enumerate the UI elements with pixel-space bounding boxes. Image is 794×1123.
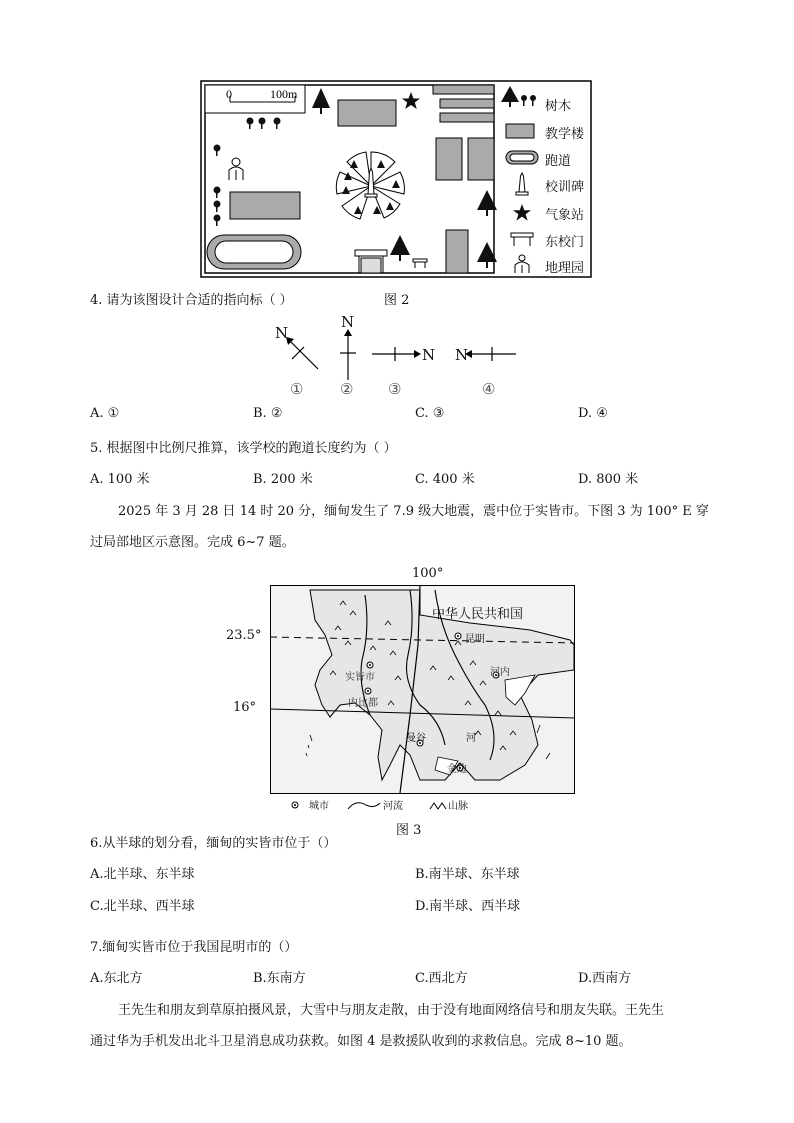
arrow-number-4: ④	[482, 380, 496, 398]
latitude-23-5-label: 23.5°	[226, 628, 262, 643]
map-legend-mountain-label: 山脉	[448, 801, 468, 812]
q7-option-a[interactable]: A.东北方	[90, 971, 143, 986]
track-icon	[207, 235, 301, 269]
legend-label-trees: 树木	[545, 99, 572, 114]
arrow-number-2: ②	[340, 380, 354, 398]
legend-label-track: 跑道	[545, 154, 572, 169]
city-label-phnom-penh: 金边	[447, 764, 467, 775]
intro-paragraph-1-line-1: 2025 年 3 月 28 日 14 时 20 分，缅甸发生了 7.9 级大地震，震中位于实皆市。下图 3 为 100° E 穿	[118, 504, 709, 519]
map-legend-river-label: 河流	[383, 801, 403, 812]
mountain-icon	[430, 803, 446, 809]
q6-option-b[interactable]: B.南半球、东半球	[415, 867, 520, 882]
question-5-stem: 5. 根据图中比例尺推算，该学校的跑道长度约为（ ）	[90, 441, 397, 456]
north-arrow-2	[340, 329, 356, 380]
building-icon	[338, 100, 396, 126]
arrow-number-3: ③	[388, 380, 402, 398]
north-letter-1: N	[275, 324, 289, 342]
q6-option-a[interactable]: A.北半球、东半球	[90, 867, 195, 882]
building-icon	[506, 124, 534, 138]
north-letter-4: N	[455, 346, 469, 364]
north-arrow-1	[286, 337, 318, 369]
legend-label-garden: 地理园	[545, 261, 585, 276]
school-map-figure	[200, 80, 592, 278]
city-label-bangkok: 曼谷	[406, 733, 426, 744]
building-icon	[440, 113, 494, 122]
q4-option-b[interactable]: B. ②	[253, 406, 283, 421]
figure-2-caption: 图 2	[384, 293, 410, 308]
building-icon	[230, 192, 300, 219]
question-6-stem: 6.从半球的划分看，缅甸的实皆市位于（）	[90, 836, 337, 851]
scale-length-label: 100m	[270, 87, 298, 101]
building-icon	[433, 85, 494, 94]
track-icon	[506, 151, 538, 164]
city-label-naypyidaw: 内比都	[348, 698, 378, 709]
building-icon	[440, 99, 494, 108]
legend-label-monument: 校训碑	[545, 180, 585, 195]
intro-paragraph-2-line-1: 王先生和朋友到草原拍摄风景，大雪中与朋友走散，由于没有地面网络信号和朋友失联。王先生	[118, 1003, 665, 1018]
question-4-stem: 4. 请为该图设计合适的指向标（ ）	[90, 293, 293, 308]
q5-option-d[interactable]: D. 800 米	[578, 472, 639, 487]
figure-3-caption: 图 3	[396, 823, 422, 838]
city-label-hanoi: 河内	[490, 667, 510, 678]
intro-paragraph-1-line-2: 过局部地区示意图。完成 6~7 题。	[90, 535, 295, 550]
southeast-asia-map	[270, 585, 575, 815]
north-arrow-4	[465, 347, 516, 361]
q6-option-d[interactable]: D.南半球、西半球	[415, 899, 521, 914]
city-label-sagaing: 实皆市	[345, 672, 375, 683]
scale-zero-label: 0	[226, 87, 232, 101]
building-icon	[468, 138, 494, 180]
q5-option-a[interactable]: A. 100 米	[90, 472, 150, 487]
north-letter-2: N	[341, 313, 355, 331]
q4-option-d[interactable]: D. ④	[578, 406, 608, 421]
arrow-number-1: ①	[290, 380, 304, 398]
longitude-label: 100°	[412, 566, 444, 581]
q4-option-c[interactable]: C. ③	[415, 406, 445, 421]
legend-label-east-gate: 东校门	[545, 235, 585, 250]
north-arrow-3	[372, 347, 421, 361]
building-icon	[446, 230, 468, 273]
q7-option-d[interactable]: D.西南方	[578, 971, 632, 986]
city-label-kunming: 昆明	[465, 634, 485, 645]
q4-option-a[interactable]: A. ①	[90, 406, 120, 421]
building-icon	[436, 138, 462, 180]
legend-label-weather-station: 气象站	[545, 208, 585, 223]
q5-option-b[interactable]: B. 200 米	[253, 472, 313, 487]
q7-option-c[interactable]: C.西北方	[415, 971, 468, 986]
latitude-16-label: 16°	[233, 700, 257, 715]
q6-option-c[interactable]: C.北半球、西半球	[90, 899, 195, 914]
question-7-stem: 7.缅甸实皆市位于我国昆明市的（）	[90, 940, 298, 955]
river-label: 河	[466, 733, 476, 744]
q7-option-b[interactable]: B.东南方	[253, 971, 306, 986]
legend-label-building: 教学楼	[545, 127, 585, 142]
map-legend-city-label: 城市	[309, 801, 329, 812]
country-label-china: 中华人民共和国	[432, 607, 524, 622]
north-letter-3: N	[422, 346, 436, 364]
intro-paragraph-2-line-2: 通过华为手机发出北斗卫星消息成功获救。如图 4 是救援队收到的求救信息。完成 8~10 题。	[90, 1034, 632, 1049]
q5-option-c[interactable]: C. 400 米	[415, 472, 475, 487]
river-icon	[348, 803, 380, 809]
